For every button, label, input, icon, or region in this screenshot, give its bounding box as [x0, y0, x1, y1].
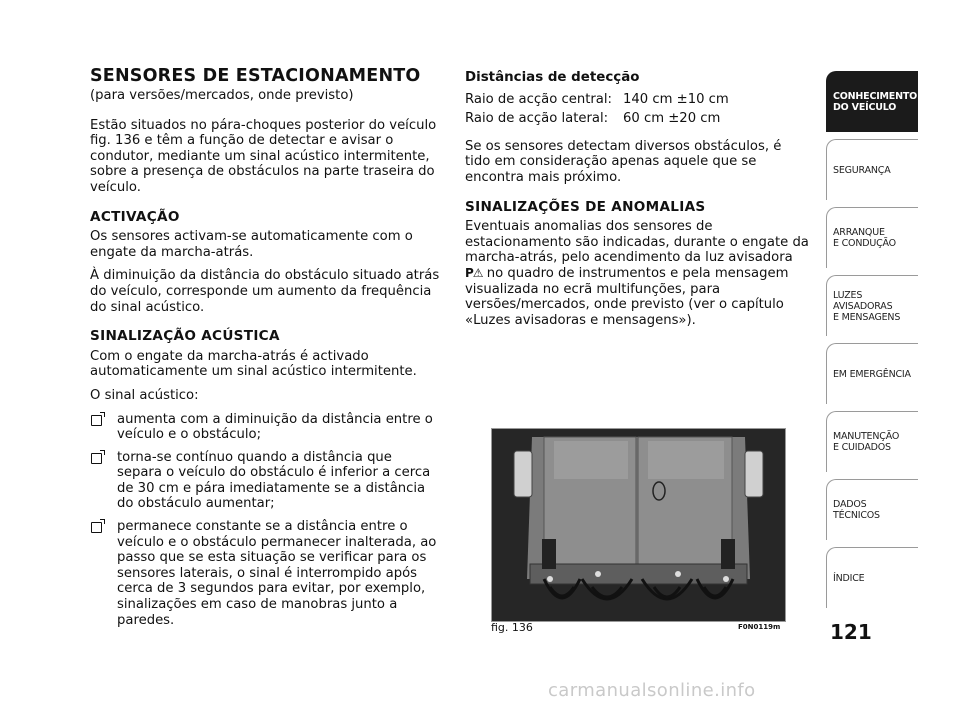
- anomalies-heading: SINALIZAÇÕES DE ANOMALIAS: [465, 198, 706, 215]
- tab-dados-tecnicos[interactable]: [826, 479, 918, 540]
- table-row: [465, 111, 729, 131]
- activation-paragraph-2: À diminuição da distância do obstáculo situado atrás do veículo, corresponde um aumento da frequência do sinal acústico.: [90, 268, 440, 315]
- tab-label: SEGURANÇA: [833, 164, 891, 176]
- parking-sensor-warning-icon: P⚠: [465, 265, 483, 280]
- list-item: [90, 450, 440, 512]
- anomalies-paragraph: [465, 219, 810, 328]
- page-number: 121: [830, 620, 872, 644]
- distance-value: 140 cm ±10 cm: [623, 91, 729, 107]
- tab-manutencao[interactable]: [826, 411, 918, 472]
- distances-heading: Distâncias de detecção: [465, 70, 640, 85]
- distance-label: Raio de acção lateral:: [465, 111, 609, 127]
- tab-seguranca[interactable]: [826, 139, 918, 200]
- tab-label: LUZES AVISADORAS E MENSAGENS: [833, 289, 901, 323]
- left-column: [90, 66, 440, 635]
- tab-conhecimento-do-veiculo[interactable]: [826, 71, 918, 132]
- distance-label: Raio de acção central:: [465, 91, 612, 107]
- distances-table: [465, 92, 729, 131]
- chapter-tabs: [826, 71, 918, 615]
- van-rear-illustration: [492, 429, 785, 621]
- bullet-text: aumenta com a diminuição da distância entre o veículo e o obstáculo;: [117, 411, 433, 443]
- distances-paragraph: Se os sensores detectam diversos obstáculos, é tido em consideração apenas aquele que se encontra mais próximo.: [465, 138, 782, 185]
- distance-value: 60 cm ±20 cm: [623, 111, 721, 127]
- checkbox-bullet-icon: [91, 453, 102, 464]
- tab-arranque-e-conducao[interactable]: [826, 207, 918, 268]
- checkbox-bullet-icon: [91, 522, 102, 533]
- intro-paragraph: Estão situados no pára-choques posterior do veículo fig. 136 e têm a função de detectar e avisar o condutor, mediante um sinal acústico intermitente, sobre a presença de obstáculos na parte traseira do veículo.: [90, 117, 437, 195]
- watermark-text: carmanualsonline.info: [548, 680, 756, 701]
- right-column: [465, 66, 810, 336]
- figure-rear-van-illustration: [491, 428, 786, 622]
- tab-em-emergencia[interactable]: [826, 343, 918, 404]
- tab-luzes-avisadoras[interactable]: [826, 275, 918, 336]
- activation-paragraph-1: Os sensores activam-se automaticamente com o engate da marcha-atrás.: [90, 229, 413, 260]
- bullet-text: torna-se contínuo quando a distância que separa o veículo do obstáculo é inferior a cerca de 30 cm e pára imediatamente se a distância do obstáculo aumentar;: [117, 449, 431, 512]
- bullet-text: permanece constante se a distância entre o veículo e o obstáculo permanecer inalterada, ao passo que se esta situação se verificar para os sensores laterais, o sinal é interrompido após cerca de 3 segundos para evitar, por exemplo, sinalizações em caso de manobras junto a paredes.: [117, 519, 437, 628]
- tab-label: CONHECIMENTO DO VEÍCULO: [833, 91, 917, 113]
- tab-indice[interactable]: [826, 547, 918, 608]
- acoustic-paragraph-1: Com o engate da marcha-atrás é activado automaticamente um sinal acústico intermitente.: [90, 348, 417, 380]
- checkbox-bullet-icon: [91, 415, 102, 426]
- tab-label: DADOS TÉCNICOS: [833, 499, 880, 521]
- acoustic-heading: SINALIZAÇÃO ACÚSTICA: [90, 328, 280, 345]
- acoustic-paragraph-2: O sinal acústico:: [90, 387, 199, 403]
- table-row: [465, 92, 729, 112]
- anomalies-text-2: no quadro de instrumentos e pela mensagem visualizada no ecrã multifunções, para versões/mercados, onde previsto (ver o capítulo «Luzes avisadoras e mensagens»).: [465, 265, 789, 328]
- list-item: [90, 412, 440, 443]
- figure-caption: fig. 136: [491, 621, 533, 634]
- section-subtitle: (para versões/mercados, onde previsto): [90, 88, 354, 103]
- tab-label: EM EMERGÊNCIA: [833, 368, 911, 380]
- tab-label: MANUTENÇÃO E CUIDADOS: [833, 431, 900, 453]
- list-item: [90, 519, 440, 628]
- tab-label: ÍNDICE: [833, 572, 865, 584]
- section-title: SENSORES DE ESTACIONAMENTO: [90, 66, 421, 86]
- anomalies-text-1: Eventuais anomalias dos sensores de estacionamento são indicadas, durante o engate da marcha-atrás, pelo acendimento da luz avisadora: [465, 219, 809, 266]
- activation-heading: ACTIVAÇÃO: [90, 208, 180, 225]
- acoustic-bullet-list: [90, 412, 440, 629]
- figure-code: F0N0119m: [738, 623, 781, 631]
- tab-label: ARRANQUE E CONDUÇÃO: [833, 227, 896, 249]
